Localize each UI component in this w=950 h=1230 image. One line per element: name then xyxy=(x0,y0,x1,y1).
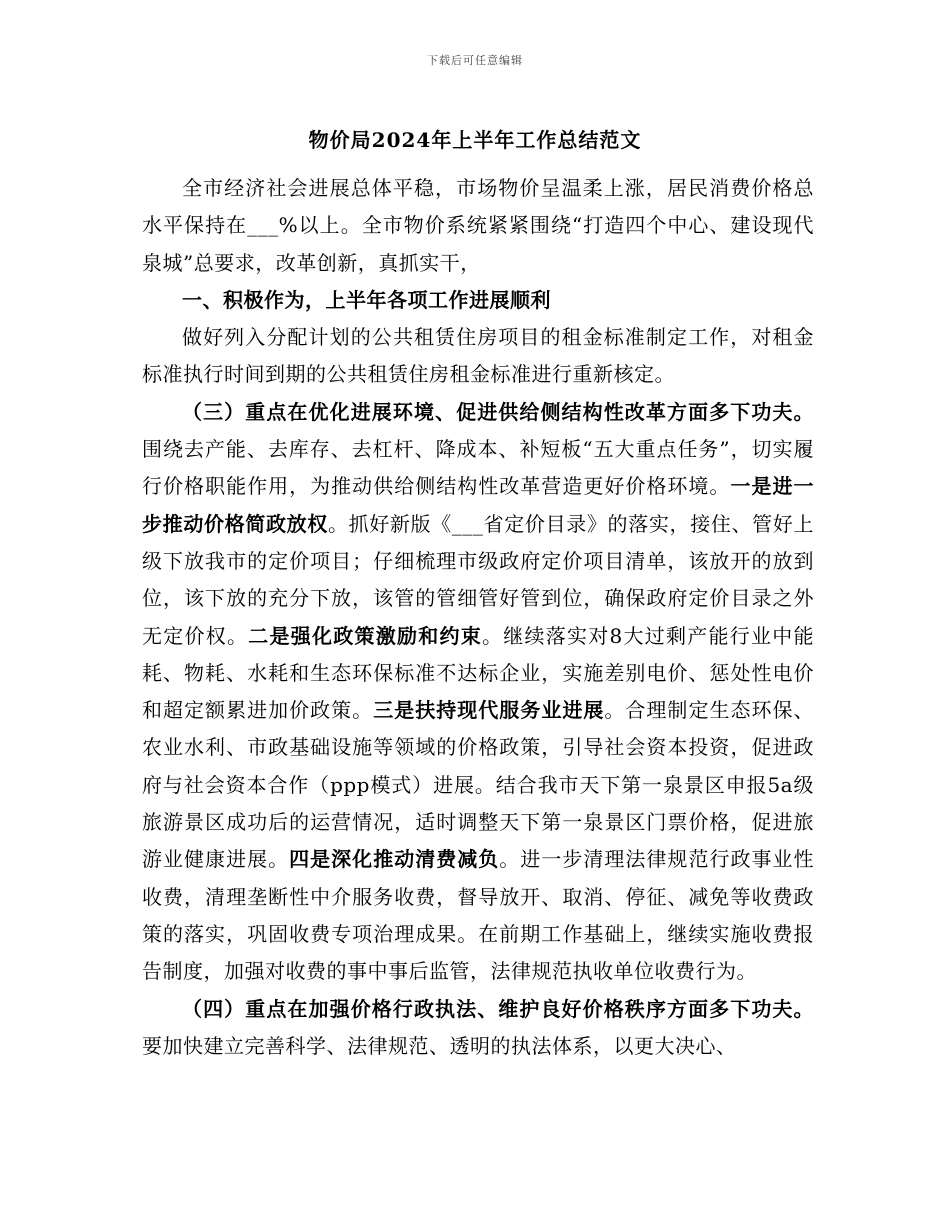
paragraph-text: 。进一步清理法律规范行政事业性收费，清理垄断性中介服务收费，督导放开、取消、停征、减免等收费政策的落实，巩固收费专项治理成果。在前期工作基础上，继续实施收费报告制度，加强对收费的事中事后监管，法律规范执收单位收费行为。 xyxy=(142,847,815,984)
section-heading xyxy=(142,282,814,319)
paragraph-text: 做好列入分配计划的公共租赁住房项目的租金标准制定工作，对租金标准执行时间到期的公共租赁住房租金标准进行重新核定。 xyxy=(142,325,814,387)
subsection-heading: （三）重点在优化进展环境、促进供给侧结构性改革方面多下功夫。 xyxy=(182,399,814,424)
point-heading-three: 三是扶持现代服务业进展 xyxy=(373,698,605,723)
paragraph-text: 围绕去产能、去库存、去杠杆、降成本、补短板“五大重点任务”，切实履行价格职能作用，为推动供给侧结构性改革营造更好价格环境。 xyxy=(142,437,814,499)
header-note: 下载后可任意编辑 xyxy=(427,54,523,67)
document-title: 物价局2024年上半年工作总结范文 xyxy=(308,128,642,152)
paragraph-text: 。抓好新版《___省定价目录》的落实，接住、管好上级下放我市的定价项目；仔细梳理市级政府定价项目清单，该放开的放到位，该下放的充分下放，该管的管细管好管到位，确保政府定价目录之外无定价权。 xyxy=(142,511,815,648)
paragraph-section-four xyxy=(142,991,814,1066)
paragraph-text: 要加快建立完善科学、法律规范、透明的执法体系，以更大决心、 xyxy=(142,1033,737,1058)
section-heading-text: 一、积极作为，上半年各项工作进展顺利 xyxy=(182,287,551,312)
paragraph-rent xyxy=(142,319,814,394)
point-heading-four: 四是深化推动清费减负 xyxy=(289,847,500,872)
paragraph-section-three xyxy=(142,394,814,991)
paragraph-text: 。继续落实对8大过剩产能行业中能耗、物耗、水耗和生态环保标准不达标企业，实施差别电价、惩处性电价和超定额累进加价政策。 xyxy=(142,623,815,723)
subsection-heading: （四）重点在加强价格行政执法、维护良好价格秩序方面多下功夫。 xyxy=(182,996,814,1021)
document-body xyxy=(142,170,814,1065)
point-heading-two: 二是强化政策激励和约束 xyxy=(248,623,483,648)
paragraph-text: 。合理制定生态环保、农业水利、市政基础设施等领域的价格政策，引导社会资本投资，促进政府与社会资本合作（ppp模式）进展。结合我市天下第一泉景区申报5a级旅游景区成功后的运营情况，适时调整天下第一泉景区门票价格，促进旅游业健康进展。 xyxy=(142,698,815,872)
paragraph-text: 全市经济社会进展总体平稳，市场物价呈温柔上涨，居民消费价格总水平保持在___%以上。全市物价系统紧紧围绕“打造四个中心、建设现代泉城”总要求，改革创新，真抓实干， xyxy=(142,176,814,275)
paragraph-intro xyxy=(142,170,814,282)
point-heading-one: 一是进一步推动价格简政放权 xyxy=(142,474,815,536)
